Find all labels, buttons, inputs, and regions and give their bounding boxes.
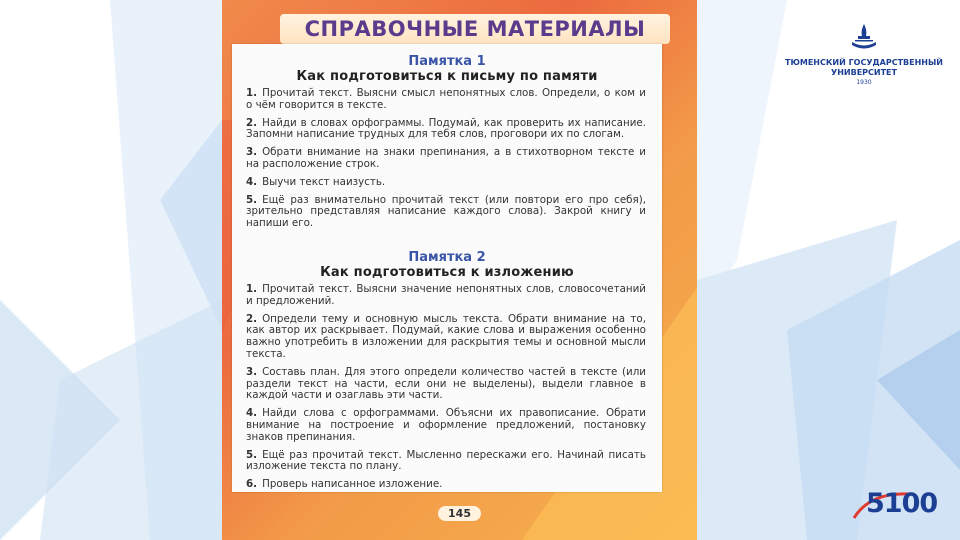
university-logo	[784, 22, 944, 92]
logo-text-line1: ТЮМЕНСКИЙ ГОСУДАРСТВЕННЫЙ	[785, 58, 943, 67]
list-item: 4. Выучи текст наизусть.	[246, 175, 386, 188]
memo1-title: Как подготовиться к письму по памяти	[296, 69, 598, 84]
left-background	[0, 0, 222, 540]
list-item: 1. Прочитай текст. Выясни смысл непонятных слов. Определи, о ком и о чём говорится в тексте.	[246, 87, 646, 111]
textbook-page	[222, 0, 697, 540]
memo-card	[232, 44, 662, 492]
logo-year: 1930	[856, 79, 872, 86]
memo2-title: Как подготовиться к изложению	[320, 265, 574, 280]
list-item: 5. Ещё раз прочитай текст. Мысленно перескажи его. Начинай писать изложение текста по плану.	[246, 448, 646, 473]
list-item: 2. Найди в словах орфограммы. Подумай, как проверить их написание. Запомни написание трудных для тебя слов, проговори их по слогам.	[246, 116, 646, 141]
memo2-list	[246, 284, 646, 497]
program-5-100-text: 5100	[866, 488, 938, 519]
memo1-label: Памятка 1	[408, 54, 486, 69]
list-item: 6. Проверь написанное изложение.	[246, 478, 443, 491]
list-item: 1. Прочитай текст. Выясни значение непонятных слов, словосочетаний и предложений.	[246, 283, 646, 307]
list-item: 5. Ещё раз внимательно прочитай текст (или повтори его про себя), зрительно представляя написание каждого слова). Закрой книгу и напиши его.	[246, 193, 646, 230]
logo-text-line2: УНИВЕРСИТЕТ	[831, 68, 897, 77]
page-header-title: СПРАВОЧНЫЕ МАТЕРИАЛЫ	[304, 17, 646, 41]
list-item: 3. Составь план. Для этого определи количество частей в тексте (или раздели текст на части, если они не выделены), выдели главное в каждой части и озаглавь эти части.	[246, 365, 646, 402]
university-emblem-icon	[848, 22, 880, 52]
page-header	[280, 14, 670, 44]
list-item: 4. Найди слова с орфограммами. Объясни их правописание. Обрати внимание на построение и оформление предложений, постановку знаков препинания.	[246, 407, 646, 443]
page-number: 145	[222, 502, 697, 521]
list-item: 3. Обрати внимание на знаки препинания, а в стихотворном тексте и на расположение строк.	[246, 146, 646, 170]
memo2-label: Памятка 2	[408, 250, 486, 265]
program-5-100-logo	[850, 488, 938, 522]
list-item: 2. Определи тему и основную мысль текста. Обрати внимание на то, как автор их раскрывает. Подумай, какие слова и выражения особенно важно употребить в изложении для раскрытия темы и основной мысли текста.	[246, 312, 646, 360]
memo1-list	[246, 88, 646, 236]
